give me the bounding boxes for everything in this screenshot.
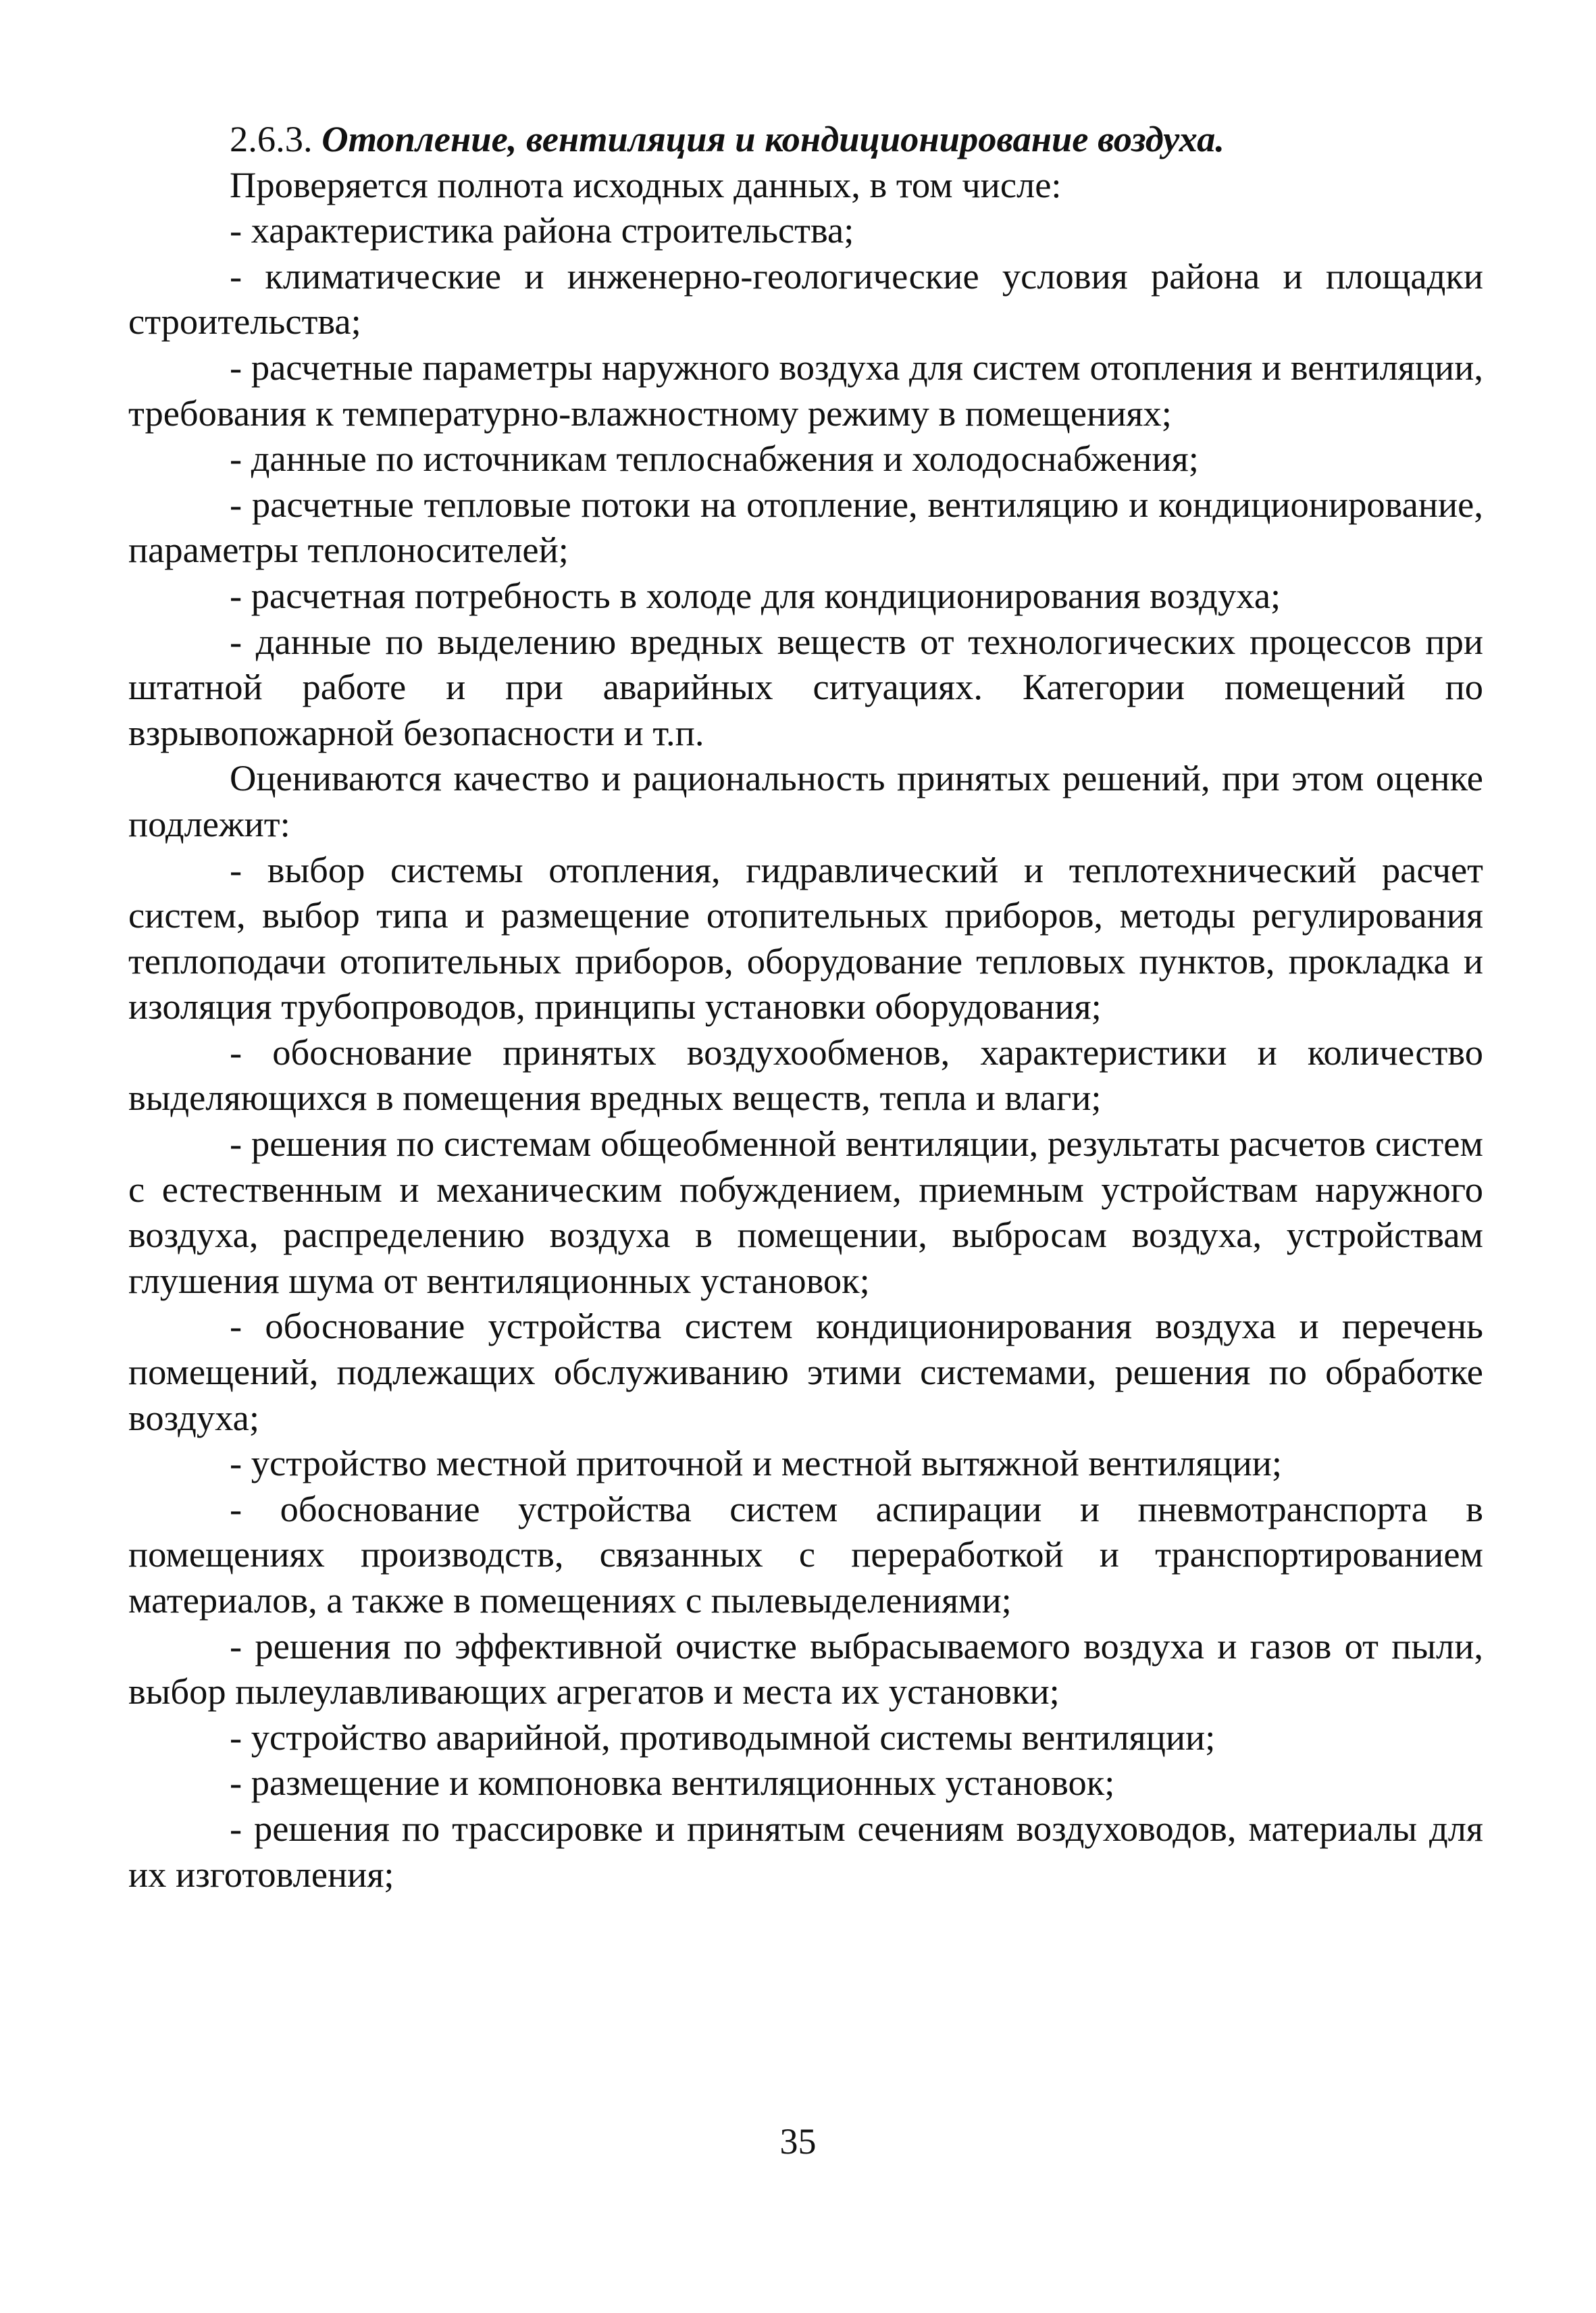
list-item: - решения по трассировке и принятым сечениям воздуховодов, материалы для их изготовления;: [128, 1807, 1483, 1895]
list-item: - решения по системам общеобменной вентиляции, результаты расчетов систем с естественным и механическим побуждением, приемным устройствам наружного воздуха, распределению воздуха в помещении, выбросам воздуха, устройствам глушения шума от вентиляционных установок;: [128, 1123, 1483, 1301]
list-item: - размещение и компоновка вентиляционных установок;: [230, 1762, 1115, 1804]
page-number: 35: [779, 2121, 817, 2162]
list-item: - данные по выделению вредных веществ от технологических процессов при штатной работе и при аварийных ситуациях. Категории помещений по взрывопожарной безопасности и т.п.: [128, 620, 1483, 753]
list-item: - расчетные параметры наружного воздуха для систем отопления и вентиляции, требования к температурно-влажностному режиму в помещениях;: [128, 346, 1483, 434]
paragraph: Оцениваются качество и рациональность принятых решений, при этом оценке подлежит:: [128, 757, 1483, 844]
list-item: - обоснование принятых воздухообменов, характеристики и количество выделяющихся в помещения вредных веществ, тепла и влаги;: [128, 1031, 1483, 1119]
list-item: - данные по источникам теплоснабжения и холодоснабжения;: [230, 438, 1199, 480]
section-body: [128, 116, 1483, 1897]
section-heading: [128, 116, 1483, 162]
section-title: Отопление, вентиляция и кондиционирование воздуха.: [321, 118, 1225, 159]
list-item: - расчетная потребность в холоде для кондиционирования воздуха;: [230, 574, 1281, 616]
list-item: - выбор системы отопления, гидравлический и теплотехнический расчет систем, выбор типа и размещение отопительных приборов, методы регулирования теплоподачи отопительных приборов, оборудование тепловых пунктов, прокладка и изоляция трубопроводов, принципы установки оборудования;: [128, 848, 1483, 1027]
section-number: 2.6.3.: [230, 118, 313, 159]
list-item: - расчетные тепловые потоки на отопление, вентиляцию и кондиционирование, параметры теплоносителей;: [128, 483, 1483, 571]
list-item: - обоснование устройства систем кондиционирования воздуха и перечень помещений, подлежащих обслуживанию этими системами, решения по обработке воздуха;: [128, 1305, 1483, 1438]
list-item: - климатические и инженерно-геологические условия района и площадки строительства;: [128, 255, 1483, 342]
list-item: - устройство аварийной, противодымной системы вентиляции;: [230, 1716, 1216, 1758]
list-item: - характеристика района строительства;: [230, 209, 854, 251]
list-item: - решения по эффективной очистке выбрасываемого воздуха и газов от пыли, выбор пылеулавливающих агрегатов и места их установки;: [128, 1625, 1483, 1712]
paragraph: Проверяется полнота исходных данных, в том числе:: [230, 163, 1062, 205]
list-item: - обоснование устройства систем аспирации и пневмотранспорта в помещениях производств, связанных с переработкой и транспортированием материалов, а также в помещениях с пылевыделениями;: [128, 1488, 1483, 1621]
list-item: - устройство местной приточной и местной вытяжной вентиляции;: [230, 1442, 1283, 1484]
